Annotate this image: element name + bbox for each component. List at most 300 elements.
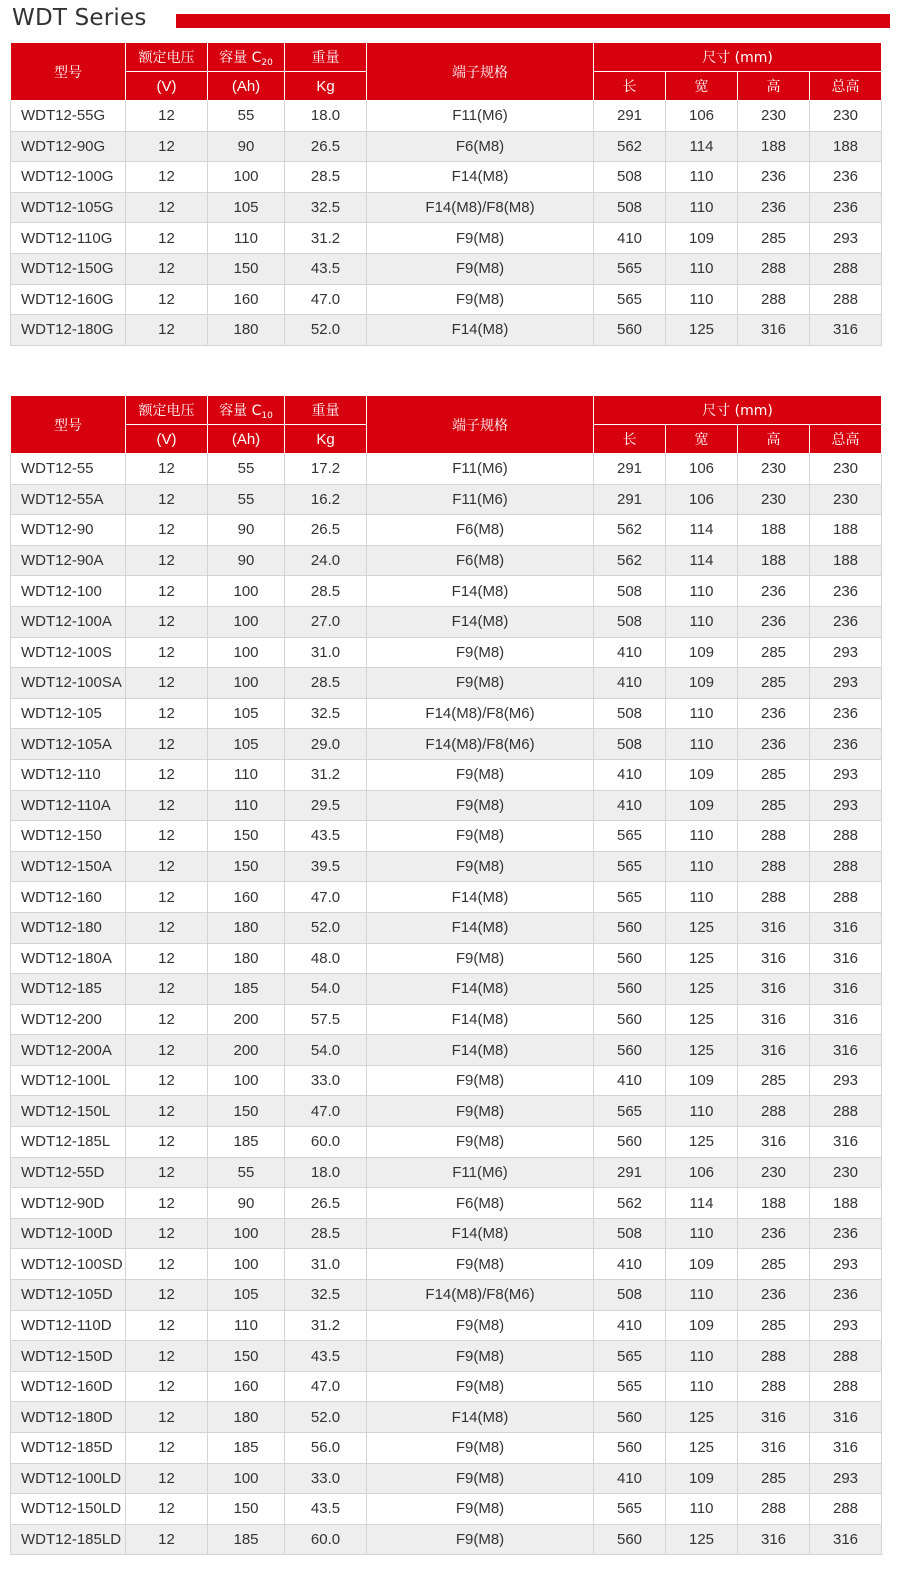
table-row	[11, 1402, 882, 1433]
cell-weight: 54.0	[285, 1035, 367, 1066]
table-row	[11, 1157, 882, 1188]
cell-total-height: 316	[810, 912, 882, 943]
cell-model: WDT12-150A	[11, 851, 126, 882]
table-row	[11, 698, 882, 729]
table-row	[11, 759, 882, 790]
cell-capacity: 110	[208, 759, 285, 790]
cell-capacity: 100	[208, 606, 285, 637]
cell-length: 291	[594, 484, 666, 515]
header-capacity-unit: (Ah)	[208, 425, 285, 454]
cell-total-height: 230	[810, 101, 882, 132]
cell-length: 410	[594, 1310, 666, 1341]
cell-total-height: 188	[810, 1188, 882, 1219]
cell-voltage: 12	[126, 1188, 208, 1219]
cell-weight: 47.0	[285, 1371, 367, 1402]
cell-height: 285	[738, 1310, 810, 1341]
cell-terminal: F6(M8)	[367, 515, 594, 546]
cell-total-height: 293	[810, 790, 882, 821]
cell-total-height: 230	[810, 484, 882, 515]
cell-weight: 32.5	[285, 1280, 367, 1311]
cell-length: 560	[594, 943, 666, 974]
cell-width: 109	[666, 759, 738, 790]
header-weight: 重量	[285, 43, 367, 72]
cell-terminal: F11(M6)	[367, 484, 594, 515]
cell-height: 288	[738, 882, 810, 913]
cell-voltage: 12	[126, 974, 208, 1005]
cell-terminal: F6(M8)	[367, 131, 594, 162]
cell-weight: 39.5	[285, 851, 367, 882]
table-row	[11, 882, 882, 913]
cell-width: 125	[666, 943, 738, 974]
cell-model: WDT12-100G	[11, 162, 126, 193]
cell-total-height: 316	[810, 1524, 882, 1555]
cell-width: 110	[666, 192, 738, 223]
cell-model: WDT12-185	[11, 974, 126, 1005]
cell-width: 114	[666, 515, 738, 546]
cell-voltage: 12	[126, 315, 208, 346]
cell-model: WDT12-100SD	[11, 1249, 126, 1280]
cell-weight: 43.5	[285, 253, 367, 284]
header-width: 宽	[666, 72, 738, 101]
cell-terminal: F14(M8)	[367, 606, 594, 637]
cell-capacity: 185	[208, 1524, 285, 1555]
cell-model: WDT12-100	[11, 576, 126, 607]
cell-capacity: 150	[208, 253, 285, 284]
cell-length: 560	[594, 912, 666, 943]
cell-width: 110	[666, 1341, 738, 1372]
cell-voltage: 12	[126, 101, 208, 132]
cell-capacity: 150	[208, 821, 285, 852]
header-capacity-subscript: 10	[261, 410, 273, 421]
cell-terminal: F9(M8)	[367, 253, 594, 284]
cell-capacity: 110	[208, 1310, 285, 1341]
header-model: 型号	[11, 396, 126, 454]
cell-height: 288	[738, 1341, 810, 1372]
cell-terminal: F9(M8)	[367, 637, 594, 668]
cell-voltage: 12	[126, 1371, 208, 1402]
cell-height: 288	[738, 821, 810, 852]
header-weight-unit: Kg	[285, 425, 367, 454]
cell-total-height: 293	[810, 223, 882, 254]
cell-width: 110	[666, 253, 738, 284]
cell-voltage: 12	[126, 515, 208, 546]
cell-total-height: 293	[810, 759, 882, 790]
cell-capacity: 200	[208, 1004, 285, 1035]
cell-height: 188	[738, 131, 810, 162]
cell-capacity: 105	[208, 1280, 285, 1311]
cell-total-height: 288	[810, 882, 882, 913]
cell-model: WDT12-160G	[11, 284, 126, 315]
cell-height: 316	[738, 1524, 810, 1555]
cell-capacity: 90	[208, 545, 285, 576]
cell-length: 291	[594, 101, 666, 132]
cell-height: 316	[738, 974, 810, 1005]
cell-weight: 29.5	[285, 790, 367, 821]
cell-width: 125	[666, 912, 738, 943]
cell-model: WDT12-150G	[11, 253, 126, 284]
cell-terminal: F9(M8)	[367, 1371, 594, 1402]
cell-height: 285	[738, 637, 810, 668]
cell-terminal: F14(M8)	[367, 912, 594, 943]
cell-voltage: 12	[126, 1310, 208, 1341]
cell-voltage: 12	[126, 162, 208, 193]
cell-capacity: 180	[208, 1402, 285, 1433]
header-capacity-subscript: 20	[261, 57, 273, 68]
cell-model: WDT12-100L	[11, 1065, 126, 1096]
cell-weight: 26.5	[285, 131, 367, 162]
cell-total-height: 316	[810, 1004, 882, 1035]
cell-total-height: 236	[810, 1280, 882, 1311]
cell-width: 106	[666, 1157, 738, 1188]
cell-terminal: F6(M8)	[367, 545, 594, 576]
cell-voltage: 12	[126, 454, 208, 485]
cell-voltage: 12	[126, 1341, 208, 1372]
cell-capacity: 100	[208, 1218, 285, 1249]
cell-length: 565	[594, 1494, 666, 1525]
cell-capacity: 105	[208, 698, 285, 729]
cell-height: 236	[738, 1218, 810, 1249]
cell-length: 565	[594, 1341, 666, 1372]
cell-terminal: F14(M8)/F8(M6)	[367, 729, 594, 760]
header-capacity-prefix: 容量 C	[219, 49, 262, 66]
cell-total-height: 288	[810, 1371, 882, 1402]
cell-weight: 43.5	[285, 1494, 367, 1525]
cell-length: 560	[594, 1433, 666, 1464]
cell-length: 410	[594, 223, 666, 254]
cell-weight: 18.0	[285, 1157, 367, 1188]
cell-width: 125	[666, 1035, 738, 1066]
cell-model: WDT12-150L	[11, 1096, 126, 1127]
cell-height: 288	[738, 851, 810, 882]
cell-capacity: 150	[208, 1341, 285, 1372]
cell-length: 562	[594, 1188, 666, 1219]
cell-width: 109	[666, 1249, 738, 1280]
table-body	[11, 101, 882, 346]
cell-total-height: 316	[810, 1433, 882, 1464]
cell-capacity: 200	[208, 1035, 285, 1066]
cell-terminal: F11(M6)	[367, 454, 594, 485]
cell-weight: 27.0	[285, 606, 367, 637]
table-row	[11, 131, 882, 162]
table-row	[11, 1065, 882, 1096]
cell-capacity: 185	[208, 974, 285, 1005]
series-title-bar	[0, 0, 900, 40]
header-capacity-prefix: 容量 C	[219, 402, 262, 419]
cell-total-height: 288	[810, 1096, 882, 1127]
table-row	[11, 1433, 882, 1464]
cell-length: 565	[594, 851, 666, 882]
cell-voltage: 12	[126, 576, 208, 607]
title-accent-bar	[176, 14, 890, 28]
cell-weight: 43.5	[285, 821, 367, 852]
table-row	[11, 606, 882, 637]
cell-terminal: F9(M8)	[367, 943, 594, 974]
header-capacity	[208, 396, 285, 425]
cell-length: 410	[594, 637, 666, 668]
cell-capacity: 90	[208, 515, 285, 546]
cell-terminal: F9(M8)	[367, 1463, 594, 1494]
cell-weight: 56.0	[285, 1433, 367, 1464]
cell-model: WDT12-160	[11, 882, 126, 913]
cell-width: 110	[666, 882, 738, 913]
cell-height: 236	[738, 698, 810, 729]
cell-total-height: 293	[810, 1310, 882, 1341]
cell-voltage: 12	[126, 484, 208, 515]
cell-model: WDT12-100LD	[11, 1463, 126, 1494]
cell-length: 565	[594, 882, 666, 913]
cell-height: 288	[738, 284, 810, 315]
header-voltage: 额定电压	[126, 43, 208, 72]
table-row	[11, 1127, 882, 1158]
table-row	[11, 1371, 882, 1402]
cell-weight: 52.0	[285, 912, 367, 943]
cell-total-height: 316	[810, 974, 882, 1005]
cell-width: 125	[666, 1433, 738, 1464]
cell-length: 508	[594, 698, 666, 729]
cell-height: 285	[738, 759, 810, 790]
cell-height: 285	[738, 790, 810, 821]
cell-width: 125	[666, 1127, 738, 1158]
cell-model: WDT12-200	[11, 1004, 126, 1035]
cell-model: WDT12-185D	[11, 1433, 126, 1464]
cell-total-height: 293	[810, 1065, 882, 1096]
cell-weight: 28.5	[285, 162, 367, 193]
cell-height: 236	[738, 606, 810, 637]
cell-voltage: 12	[126, 729, 208, 760]
cell-height: 316	[738, 1433, 810, 1464]
cell-weight: 16.2	[285, 484, 367, 515]
cell-weight: 31.2	[285, 1310, 367, 1341]
cell-voltage: 12	[126, 1157, 208, 1188]
cell-width: 109	[666, 223, 738, 254]
cell-length: 562	[594, 545, 666, 576]
cell-model: WDT12-90G	[11, 131, 126, 162]
header-voltage-unit: (V)	[126, 72, 208, 101]
cell-voltage: 12	[126, 284, 208, 315]
cell-weight: 54.0	[285, 974, 367, 1005]
cell-width: 109	[666, 668, 738, 699]
cell-voltage: 12	[126, 1494, 208, 1525]
cell-model: WDT12-185LD	[11, 1524, 126, 1555]
cell-width: 125	[666, 1524, 738, 1555]
cell-terminal: F9(M8)	[367, 821, 594, 852]
cell-height: 285	[738, 668, 810, 699]
table-row	[11, 484, 882, 515]
cell-height: 288	[738, 1371, 810, 1402]
cell-voltage: 12	[126, 759, 208, 790]
cell-model: WDT12-180A	[11, 943, 126, 974]
cell-terminal: F14(M8)/F8(M6)	[367, 1280, 594, 1311]
cell-terminal: F14(M8)	[367, 1004, 594, 1035]
cell-length: 562	[594, 515, 666, 546]
cell-voltage: 12	[126, 668, 208, 699]
cell-width: 114	[666, 545, 738, 576]
table-header	[11, 396, 882, 454]
cell-width: 110	[666, 729, 738, 760]
cell-weight: 43.5	[285, 1341, 367, 1372]
cell-height: 288	[738, 1494, 810, 1525]
cell-model: WDT12-110A	[11, 790, 126, 821]
cell-capacity: 55	[208, 1157, 285, 1188]
cell-voltage: 12	[126, 821, 208, 852]
cell-capacity: 55	[208, 484, 285, 515]
cell-weight: 52.0	[285, 1402, 367, 1433]
cell-model: WDT12-180	[11, 912, 126, 943]
cell-height: 316	[738, 1127, 810, 1158]
cell-voltage: 12	[126, 790, 208, 821]
cell-capacity: 90	[208, 131, 285, 162]
cell-height: 236	[738, 162, 810, 193]
cell-terminal: F14(M8)	[367, 1035, 594, 1066]
cell-weight: 33.0	[285, 1065, 367, 1096]
cell-voltage: 12	[126, 1065, 208, 1096]
cell-width: 125	[666, 315, 738, 346]
cell-capacity: 100	[208, 637, 285, 668]
cell-weight: 33.0	[285, 1463, 367, 1494]
cell-terminal: F9(M8)	[367, 1494, 594, 1525]
cell-width: 109	[666, 637, 738, 668]
table-row	[11, 1280, 882, 1311]
header-weight-unit: Kg	[285, 72, 367, 101]
cell-weight: 57.5	[285, 1004, 367, 1035]
cell-terminal: F9(M8)	[367, 1524, 594, 1555]
table-header	[11, 43, 882, 101]
cell-length: 560	[594, 1524, 666, 1555]
table-row	[11, 1249, 882, 1280]
cell-width: 110	[666, 1494, 738, 1525]
header-model: 型号	[11, 43, 126, 101]
cell-height: 285	[738, 1463, 810, 1494]
cell-model: WDT12-200A	[11, 1035, 126, 1066]
cell-width: 109	[666, 1463, 738, 1494]
cell-capacity: 100	[208, 1463, 285, 1494]
cell-length: 291	[594, 454, 666, 485]
cell-weight: 60.0	[285, 1127, 367, 1158]
cell-total-height: 293	[810, 668, 882, 699]
header-voltage-unit: (V)	[126, 425, 208, 454]
table-row	[11, 851, 882, 882]
cell-width: 114	[666, 131, 738, 162]
cell-total-height: 230	[810, 454, 882, 485]
cell-weight: 28.5	[285, 1218, 367, 1249]
cell-voltage: 12	[126, 1463, 208, 1494]
cell-width: 110	[666, 576, 738, 607]
cell-width: 110	[666, 1280, 738, 1311]
table-row	[11, 1524, 882, 1555]
header-terminal: 端子规格	[367, 396, 594, 454]
header-voltage: 额定电压	[126, 396, 208, 425]
cell-height: 316	[738, 315, 810, 346]
cell-capacity: 160	[208, 882, 285, 913]
cell-terminal: F9(M8)	[367, 1341, 594, 1372]
cell-weight: 24.0	[285, 545, 367, 576]
cell-length: 410	[594, 790, 666, 821]
cell-voltage: 12	[126, 1280, 208, 1311]
cell-model: WDT12-105	[11, 698, 126, 729]
table-row	[11, 912, 882, 943]
cell-length: 508	[594, 1218, 666, 1249]
cell-width: 125	[666, 974, 738, 1005]
cell-total-height: 188	[810, 545, 882, 576]
cell-model: WDT12-150	[11, 821, 126, 852]
table-body	[11, 454, 882, 1555]
cell-capacity: 55	[208, 101, 285, 132]
cell-weight: 28.5	[285, 668, 367, 699]
cell-terminal: F14(M8)	[367, 974, 594, 1005]
cell-width: 110	[666, 851, 738, 882]
cell-height: 285	[738, 1249, 810, 1280]
table-row	[11, 668, 882, 699]
cell-width: 110	[666, 284, 738, 315]
cell-height: 188	[738, 545, 810, 576]
cell-capacity: 55	[208, 454, 285, 485]
cell-length: 560	[594, 315, 666, 346]
cell-voltage: 12	[126, 882, 208, 913]
cell-model: WDT12-100S	[11, 637, 126, 668]
cell-model: WDT12-100A	[11, 606, 126, 637]
cell-length: 410	[594, 1249, 666, 1280]
header-capacity-unit: (Ah)	[208, 72, 285, 101]
cell-model: WDT12-105G	[11, 192, 126, 223]
header-length: 长	[594, 425, 666, 454]
cell-voltage: 12	[126, 912, 208, 943]
cell-weight: 32.5	[285, 698, 367, 729]
cell-terminal: F11(M6)	[367, 101, 594, 132]
cell-terminal: F9(M8)	[367, 1310, 594, 1341]
cell-height: 188	[738, 1188, 810, 1219]
table-row	[11, 576, 882, 607]
cell-length: 410	[594, 1065, 666, 1096]
cell-height: 236	[738, 1280, 810, 1311]
cell-model: WDT12-55D	[11, 1157, 126, 1188]
table-row	[11, 1463, 882, 1494]
cell-terminal: F11(M6)	[367, 1157, 594, 1188]
cell-voltage: 12	[126, 606, 208, 637]
cell-capacity: 150	[208, 1096, 285, 1127]
cell-length: 565	[594, 821, 666, 852]
cell-terminal: F14(M8)	[367, 162, 594, 193]
cell-height: 288	[738, 253, 810, 284]
cell-total-height: 316	[810, 943, 882, 974]
cell-capacity: 100	[208, 1249, 285, 1280]
cell-height: 316	[738, 943, 810, 974]
cell-weight: 32.5	[285, 192, 367, 223]
cell-capacity: 180	[208, 315, 285, 346]
cell-width: 109	[666, 790, 738, 821]
cell-length: 410	[594, 1463, 666, 1494]
table-row	[11, 315, 882, 346]
cell-model: WDT12-100SA	[11, 668, 126, 699]
cell-length: 508	[594, 576, 666, 607]
cell-terminal: F14(M8)/F8(M8)	[367, 192, 594, 223]
cell-total-height: 236	[810, 606, 882, 637]
cell-width: 106	[666, 454, 738, 485]
cell-model: WDT12-110D	[11, 1310, 126, 1341]
cell-total-height: 188	[810, 515, 882, 546]
table-row	[11, 1218, 882, 1249]
cell-length: 565	[594, 284, 666, 315]
cell-height: 230	[738, 484, 810, 515]
cell-terminal: F14(M8)/F8(M6)	[367, 698, 594, 729]
cell-weight: 47.0	[285, 882, 367, 913]
table-row	[11, 253, 882, 284]
cell-length: 410	[594, 759, 666, 790]
cell-total-height: 316	[810, 1127, 882, 1158]
table-row	[11, 974, 882, 1005]
cell-height: 188	[738, 515, 810, 546]
cell-model: WDT12-105A	[11, 729, 126, 760]
cell-weight: 31.2	[285, 223, 367, 254]
